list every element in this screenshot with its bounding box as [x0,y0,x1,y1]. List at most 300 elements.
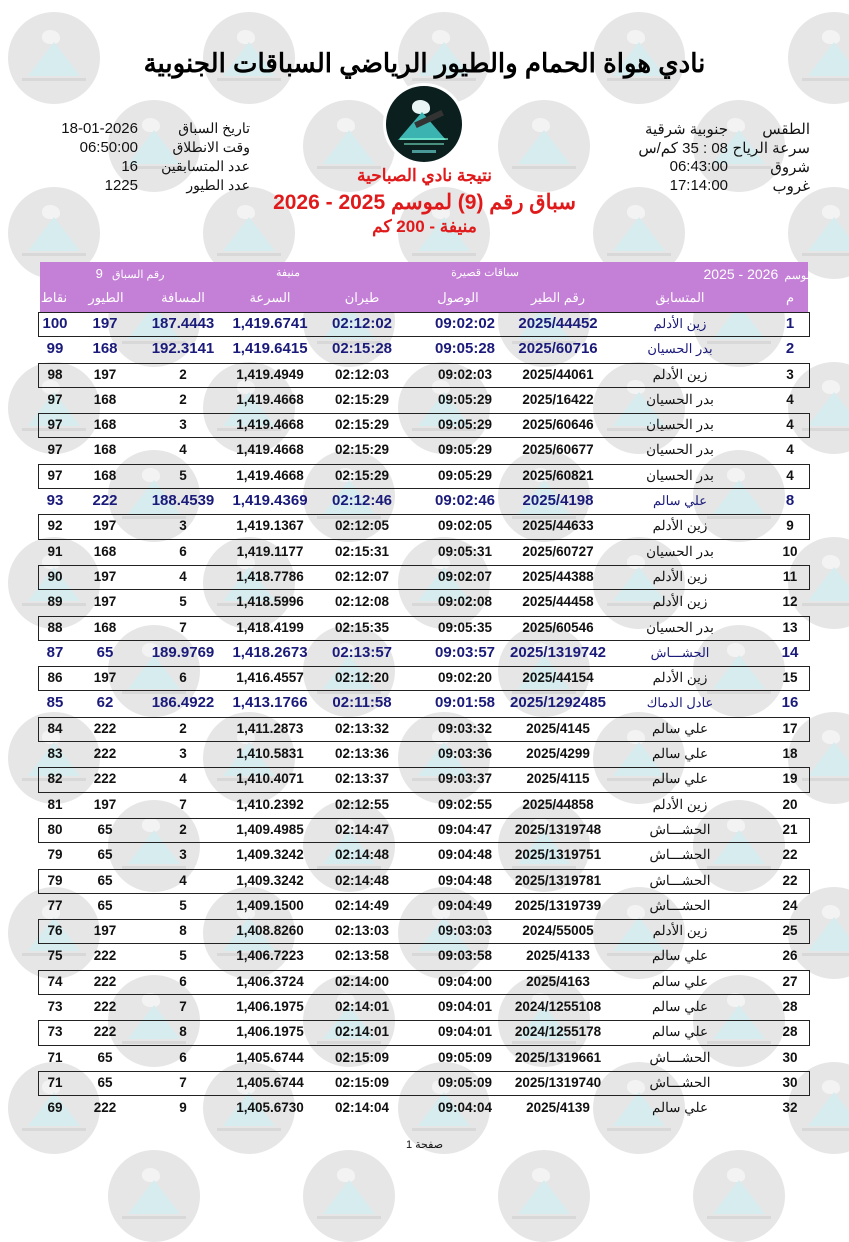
distance-cell: 6 [179,670,187,686]
result-subtitle: نتيجة نادي الصباحية [356,166,493,185]
points-cell: 73 [47,1024,63,1040]
name-cell: زين الأدلم [652,796,708,812]
info-value: 18-01-2026 [61,120,138,137]
watermark-logo-icon [498,1150,590,1242]
ring-cell: 2025/1319661 [514,1049,602,1065]
rank-cell: 9 [786,518,794,534]
points-cell: 74 [47,973,63,989]
col-ring: رقم الطير [530,290,586,305]
ring-cell: 2025/60716 [518,340,598,358]
distance-cell: 3 [179,746,187,762]
speed-cell: 1,409.3242 [236,847,304,863]
name-cell: بدر الحسيان [646,391,714,407]
table-row [40,540,808,565]
table-row [40,970,808,995]
arrival-cell: 09:04:47 [437,821,493,837]
flight-cell: 02:14:47 [334,821,390,837]
birds-cell: 65 [97,1049,113,1065]
points-cell: 81 [47,796,63,812]
table-row [40,363,808,388]
arrival-cell: 09:03:36 [437,746,493,762]
speed-cell: 1,410.5831 [236,746,304,762]
table-row [40,995,808,1020]
flight-cell: 02:15:29 [334,417,390,433]
speed-cell: 1,419.4668 [236,467,304,483]
info-label: عدد المتسابقين [161,158,250,174]
distance-cell: 8 [179,1024,187,1040]
arrival-cell: 09:04:04 [437,1100,493,1116]
points-cell: 93 [46,492,64,510]
table-row [40,388,808,413]
table-row [40,590,808,615]
rank-cell: 28 [782,999,798,1015]
birds-cell: 168 [93,391,117,407]
birds-cell: 168 [93,417,117,433]
rank-cell: 26 [782,948,798,964]
ring-cell: 2025/1319781 [514,872,602,888]
arrival-cell: 09:02:05 [437,518,493,534]
rank-cell: 1 [785,315,795,332]
points-cell: 79 [47,872,63,888]
flight-cell: 02:14:48 [334,847,390,863]
arrival-cell: 09:05:31 [437,543,493,559]
birds-cell: 197 [93,594,117,610]
points-cell: 84 [47,720,63,736]
race-info-left [40,120,250,200]
speed-cell: 1,409.1500 [236,897,304,913]
name-cell: علي سالم [651,771,709,787]
arrival-cell: 09:03:03 [437,923,493,939]
race-number-label: رقم السباق 9 [95,266,165,281]
flight-cell: 02:14:01 [334,999,390,1015]
info-label: الطقس [762,121,810,138]
name-cell: بدر الحسيان [646,619,714,635]
flight-cell: 02:12:07 [334,568,390,584]
distance-cell: 7 [179,999,187,1015]
table-row [40,312,808,337]
results-table [40,262,813,1122]
speed-cell: 1,419.4668 [236,391,304,407]
location-subtitle: منيفة - 200 كم [372,217,477,236]
name-cell: الحشـــاش [649,821,711,837]
table-row [40,944,808,969]
name-cell: عادل الدماك [646,695,714,711]
distance-cell: 4 [179,872,187,888]
speed-cell: 1,419.1367 [236,518,304,534]
name-cell: علي سالم [651,1024,709,1040]
speed-cell: 1,416.4557 [236,670,304,686]
arrival-cell: 09:02:02 [434,315,496,332]
info-label: شروق [770,159,810,176]
table-row [40,818,808,843]
race-info-right [600,120,810,200]
flight-cell: 02:15:29 [334,391,390,407]
ring-cell: 2025/1319748 [514,821,602,837]
speed-cell: 1,406.1975 [236,1024,304,1040]
rank-cell: 22 [782,847,798,863]
points-cell: 87 [46,643,64,661]
name-cell: علي سالم [653,493,707,509]
flight-cell: 02:15:35 [334,619,390,635]
distance-cell: 7 [179,796,187,812]
arrival-cell: 09:03:32 [437,720,493,736]
flight-cell: 02:15:31 [334,543,390,559]
watermark-logo-icon [693,1150,785,1242]
points-cell: 76 [47,923,63,939]
distance-cell: 4 [179,442,187,458]
distance-cell: 6 [179,973,187,989]
rank-cell: 18 [782,746,798,762]
points-cell: 100 [42,315,68,332]
rank-cell: 16 [781,694,799,712]
ring-cell: 2025/16422 [522,391,594,407]
col-speed: السرعة [249,290,291,305]
flight-cell: 02:11:58 [332,694,392,712]
table-row [40,894,808,919]
speed-cell: 1,418.5996 [236,594,304,610]
table-row [40,666,808,691]
points-cell: 98 [47,366,63,382]
name-cell: الحشـــاش [649,1074,711,1090]
table-row [40,717,808,742]
info-row [40,120,250,140]
name-cell: علي سالم [651,999,709,1015]
ring-cell: 2025/4145 [526,720,590,736]
table-row [40,413,808,438]
ring-cell: 2025/4115 [526,771,590,787]
rank-cell: 11 [782,568,798,584]
name-cell: زين الأدلم [653,316,707,331]
table-row [40,1096,808,1121]
flight-cell: 02:15:29 [334,467,390,483]
ring-cell: 2024/1255108 [514,999,602,1015]
arrival-cell: 09:02:46 [434,492,496,510]
points-cell: 97 [47,467,63,483]
ring-cell: 2025/44458 [522,594,594,610]
col-arrival: الوصول [437,290,479,305]
distance-cell: 7 [179,1074,187,1090]
speed-cell: 1,419.4668 [236,442,304,458]
name-cell: الحشـــاش [649,872,711,888]
ring-cell: 2025/1292485 [510,694,606,712]
table-row [40,869,808,894]
table-row [40,767,808,792]
info-row [600,139,810,159]
info-value: 1225 [104,177,138,194]
table-row [40,514,808,539]
flight-cell: 02:12:46 [331,492,393,510]
birds-cell: 62 [96,694,114,712]
table-row [40,1046,808,1071]
speed-cell: 1,409.3242 [236,872,304,888]
ring-cell: 2025/60546 [522,619,594,635]
name-cell: علي سالم [651,948,709,964]
speed-cell: 1,418.4199 [236,619,304,635]
flight-cell: 02:15:28 [331,340,393,358]
rank-cell: 4 [786,417,794,433]
points-cell: 92 [47,518,63,534]
distance-cell: 2 [179,720,187,736]
name-cell: الحشـــاش [650,644,710,660]
distance-cell: 6 [179,543,187,559]
points-cell: 97 [47,391,63,407]
birds-cell: 222 [93,1024,117,1040]
speed-cell: 1,418.2673 [232,643,308,661]
table-row [40,1071,808,1096]
ring-cell: 2024/55005 [522,923,594,939]
points-cell: 86 [47,670,63,686]
speed-cell: 1,419.6741 [232,315,308,332]
arrival-cell: 09:04:48 [437,847,493,863]
name-cell: زين الأدلم [652,594,708,610]
points-cell: 75 [47,948,63,964]
page-number: صفحة 1 [405,1139,444,1151]
distance-cell: 5 [179,467,187,483]
info-value: 16 [121,158,138,175]
ring-cell: 2025/1319742 [510,643,606,661]
arrival-cell: 09:03:57 [434,643,496,661]
info-value: 06:50:00 [79,139,138,156]
speed-cell: 1,406.7223 [236,948,304,964]
ring-cell: 2025/44858 [522,796,594,812]
table-row [40,565,808,590]
table-row [40,616,808,641]
arrival-cell: 09:05:29 [437,467,493,483]
birds-cell: 65 [97,847,113,863]
info-value: 08 : 35 كم/س [638,140,728,157]
ring-cell: 2025/1319740 [514,1074,602,1090]
points-cell: 88 [47,619,63,635]
speed-cell: 1,418.7786 [236,568,304,584]
ring-cell: 2025/60677 [522,442,594,458]
name-cell: بدر الحسيان [646,442,714,458]
birds-cell: 197 [93,366,117,382]
speed-cell: 1,419.1177 [236,543,304,559]
flight-cell: 02:13:36 [334,746,390,762]
arrival-cell: 09:04:01 [437,999,493,1015]
table-row [40,919,808,944]
table-row [40,1020,808,1045]
col-birds: الطيور [88,290,124,305]
points-cell: 71 [47,1074,63,1090]
flight-cell: 02:14:48 [334,872,390,888]
points-cell: 90 [47,568,63,584]
flight-cell: 02:15:09 [334,1074,390,1090]
info-value: 17:14:00 [669,177,728,194]
speed-cell: 1,419.4369 [232,492,308,510]
ring-cell: 2025/1319739 [514,897,602,913]
distance-cell: 6 [179,1049,187,1065]
table-row [40,742,808,767]
birds-cell: 222 [93,746,117,762]
ring-cell: 2025/4198 [522,492,594,510]
table-row [40,691,808,716]
info-label: تاريخ السباق [178,120,250,136]
flight-cell: 02:14:04 [334,1100,390,1116]
birds-cell: 168 [93,442,117,458]
distance-cell: 4 [179,568,187,584]
birds-cell: 168 [93,543,117,559]
flight-cell: 02:13:57 [331,643,393,661]
arrival-cell: 09:02:03 [437,366,493,382]
rank-cell: 30 [782,1049,798,1065]
race-subtitle: سباق رقم (9) لموسم 2025 - 2026 [273,191,576,214]
flight-cell: 02:12:20 [334,670,390,686]
arrival-cell: 09:02:07 [437,568,493,584]
rank-cell: 3 [786,366,794,382]
speed-cell: 1,409.4985 [236,821,304,837]
ring-cell: 2025/44154 [522,670,594,686]
distance-cell: 3 [179,847,187,863]
points-cell: 71 [47,1049,63,1065]
ring-cell: 2025/60821 [522,467,594,483]
points-cell: 85 [46,694,64,712]
birds-cell: 197 [93,568,117,584]
rank-cell: 17 [782,720,798,736]
table-row [40,464,808,489]
rank-cell: 4 [786,467,794,483]
birds-cell: 65 [97,1074,113,1090]
flight-cell: 02:14:00 [334,973,390,989]
points-cell: 91 [47,543,63,559]
distance-cell: 187.4443 [151,315,215,332]
distance-cell: 5 [179,897,187,913]
info-row [600,120,810,140]
name-cell: بدر الحسيان [646,467,714,483]
points-cell: 80 [47,821,63,837]
distance-cell: 8 [179,923,187,939]
rank-cell: 12 [782,594,798,610]
ring-cell: 2025/44061 [522,366,594,382]
col-distance: المسافة [161,290,205,305]
speed-cell: 1,406.1975 [236,999,304,1015]
arrival-cell: 09:02:55 [437,796,493,812]
speed-cell: 1,419.4668 [236,417,304,433]
birds-cell: 65 [96,643,114,661]
flight-cell: 02:12:55 [334,796,390,812]
arrival-cell: 09:05:28 [434,340,496,358]
flight-cell: 02:13:03 [334,923,390,939]
name-cell: الحشـــاش [649,847,711,863]
info-value: 06:43:00 [669,158,728,175]
ring-cell: 2025/4299 [526,746,590,762]
table-row [40,489,808,514]
arrival-cell: 09:04:00 [437,973,493,989]
flight-cell: 02:13:32 [334,720,390,736]
flight-cell: 02:14:49 [334,897,390,913]
distance-cell: 189.9769 [151,643,215,661]
distance-cell: 5 [179,594,187,610]
birds-cell: 222 [92,492,118,510]
table-row [40,337,808,362]
rank-cell: 2 [785,340,795,358]
birds-cell: 222 [93,771,117,787]
name-cell: زين الأدلم [652,670,708,686]
rank-cell: 24 [782,897,798,913]
name-cell: بدر الحسيان [646,543,714,559]
arrival-cell: 09:05:29 [437,391,493,407]
flight-cell: 02:12:02 [331,315,393,332]
info-row [40,139,250,159]
birds-cell: 197 [93,796,117,812]
distance-cell: 188.4539 [151,492,215,510]
flight-cell: 02:12:03 [334,366,390,382]
info-label: سرعة الرياح [732,140,810,157]
arrival-cell: 09:03:58 [437,948,493,964]
speed-cell: 1,410.2392 [236,796,304,812]
birds-cell: 168 [92,340,118,358]
rank-cell: 13 [782,619,798,635]
birds-cell: 222 [93,999,117,1015]
table-row [40,438,808,463]
table-row [40,641,808,666]
table-body [40,312,808,1122]
speed-cell: 1,419.4949 [236,366,304,382]
flight-cell: 02:15:09 [334,1049,390,1065]
table-row [40,843,808,868]
rank-cell: 30 [782,1074,798,1090]
distance-cell: 5 [179,948,187,964]
birds-cell: 197 [93,923,117,939]
ring-cell: 2025/4163 [526,973,590,989]
speed-cell: 1,406.3724 [236,973,304,989]
birds-cell: 65 [97,821,113,837]
flight-cell: 02:14:01 [334,1024,390,1040]
rank-cell: 14 [781,643,799,661]
flight-cell: 02:12:05 [334,518,390,534]
ring-cell: 2024/1255178 [514,1024,602,1040]
col-flight: طيران [344,290,380,305]
speed-cell: 1,408.8260 [236,923,304,939]
flight-cell: 02:12:08 [334,594,390,610]
distance-cell: 192.3141 [151,340,215,358]
col-rank: م [785,290,795,305]
arrival-cell: 09:02:08 [437,594,493,610]
points-cell: 79 [47,847,63,863]
rank-cell: 15 [782,670,798,686]
info-label: غروب [772,178,810,195]
birds-cell: 222 [93,1100,117,1116]
points-cell: 99 [46,340,64,358]
birds-cell: 222 [93,720,117,736]
ring-cell: 2025/1319751 [514,847,602,863]
arrival-cell: 09:04:48 [437,872,493,888]
name-cell: زين الأدلم [652,568,708,584]
points-cell: 83 [47,746,63,762]
birds-cell: 197 [93,670,117,686]
distance-cell: 7 [179,619,187,635]
arrival-cell: 09:01:58 [434,694,496,712]
distance-cell: 9 [179,1100,187,1116]
arrival-cell: 09:02:20 [437,670,493,686]
ring-cell: 2025/44388 [522,568,594,584]
birds-cell: 168 [93,619,117,635]
arrival-cell: 09:05:29 [437,442,493,458]
name-cell: بدر الحسيان [647,341,713,357]
arrival-cell: 09:04:49 [437,897,493,913]
name-cell: الحشـــاش [649,897,711,913]
flight-cell: 02:15:29 [334,442,390,458]
points-cell: 77 [47,897,63,913]
ring-cell: 2025/4133 [526,948,590,964]
rank-cell: 25 [782,923,798,939]
birds-cell: 65 [97,897,113,913]
speed-cell: 1,411.2873 [236,720,304,736]
col-points: نقاط [40,290,68,305]
speed-cell: 1,410.4071 [236,771,304,787]
club-logo-icon [386,86,462,162]
flight-cell: 02:13:37 [334,771,390,787]
